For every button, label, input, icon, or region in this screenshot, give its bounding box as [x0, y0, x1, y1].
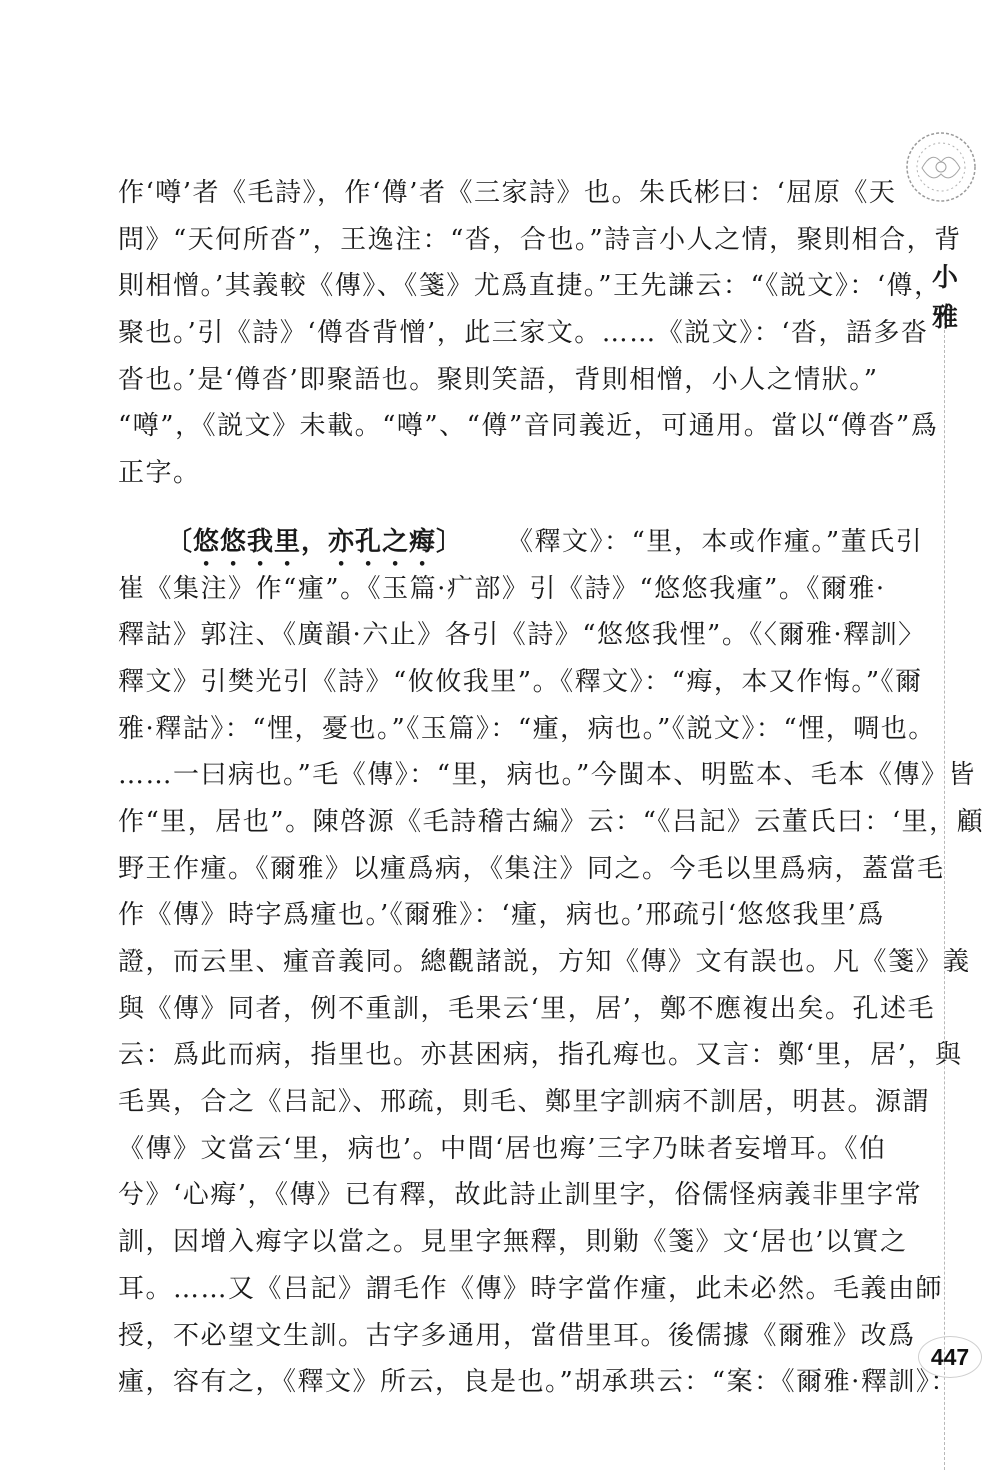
- text-line: 作‘噂’者《毛詩》，作‘僔’者《三家詩》也。朱氏彬曰：‘屈原《天: [118, 178, 897, 208]
- text-line: 毛異，合之《吕記》、邢疏，則毛、鄭里字訓病不訓居，明甚。源謂: [118, 1087, 931, 1118]
- text-line: 則相憎。’其義較《傳》、《箋》尤爲直捷。”王先謙云：“《説文》：‘僔，: [118, 271, 942, 302]
- page-number: 447: [918, 1336, 982, 1378]
- text-line: 云：爲此而病，指里也。亦甚困病，指孔痗也。又言：鄭‘里，居’，與: [118, 1040, 963, 1071]
- text-line: 《傳》文當云‘里，病也’。中間‘居也痗’三字乃昧者妄增耳。《伯: [118, 1133, 887, 1164]
- text-line: 兮》‘心痗’，《傳》已有釋，故此詩止訓里字，俗儒怪病義非里字常: [118, 1180, 923, 1211]
- heading-continuation: 《釋文》：“里，本或作瘇。”董氏引: [507, 526, 924, 557]
- section-label-char: 雅: [931, 303, 958, 333]
- text-line: 授，不必望文生訓。古字多通用，當借里耳。後儒據《爾雅》改爲: [118, 1320, 916, 1351]
- text-line: 作“里，居也”。陳啓源《毛詩稽古編》云：“《吕記》云董氏曰：‘里，顧: [118, 806, 985, 837]
- heading-bracket-open: 〔: [166, 526, 194, 557]
- text-line: 正字。: [118, 458, 201, 489]
- text-line: 崔《集注》作“瘇”。《玉篇·疒部》引《詩》“悠悠我瘇”。《爾雅·: [118, 573, 886, 604]
- text-line: 釋詁》郭注、《廣韻·六止》各引《詩》“悠悠我悝”。《〈爾雅·釋訓〉: [118, 620, 926, 651]
- heading-bracket-close: 〕: [436, 526, 464, 557]
- text-line: 野王作瘇。《爾雅》以瘇爲病，《集注》同之。今毛以里爲病，蓋當毛: [118, 853, 945, 884]
- entry-heading-line: [118, 519, 924, 566]
- text-line: 釋文》引樊光引《詩》“攸攸我里”。《釋文》：“痗，本又作悔。”《爾: [118, 666, 923, 697]
- text-line: 耳。……又《吕記》謂毛作《傳》時字當作瘇，此未必然。毛義由師: [118, 1273, 944, 1304]
- text-line: 雅·釋詁》：“悝，憂也。”《玉篇》：“瘇，病也。”《説文》：“悝，啁也。: [118, 713, 936, 744]
- text-line: 沓也。’是‘僔沓’即聚語也。聚則笑語，背則相憎，小人之情狀。”: [118, 364, 879, 395]
- side-divider: [944, 320, 945, 1470]
- text-line: 與《傳》同者，例不重訓，毛果云‘里，居’，鄭不應複出矣。孔述毛: [118, 993, 936, 1024]
- text-line: “噂”，《説文》未載。“噂”、“僔”音同義近，可通用。當以“僔沓”爲: [118, 411, 939, 442]
- text-line: 瘇，容有之，《釋文》所云，良是也。”胡承珙云：“案：《爾雅·釋訓》：: [118, 1367, 958, 1398]
- entry-heading: 悠悠我里，亦孔之痗: [193, 526, 437, 557]
- text-line: 聚也。’引《詩》‘僔沓背憎’，此三家文。……《説文》：‘沓，語多沓: [118, 318, 929, 349]
- text-line: ……一曰病也。”毛《傳》：“里，病也。”今閩本、明監本、毛本《傳》皆: [118, 760, 976, 791]
- text-line: 訓，因增入痗字以當之。見里字無釋，則勦《箋》文‘居也’以實之: [118, 1227, 908, 1258]
- text-line: 作《傳》時字爲瘇也。’《爾雅》：‘瘇，病也。’邢疏引‘悠悠我里’爲: [118, 900, 885, 931]
- decorative-seal-icon: [902, 128, 980, 206]
- text-line: 問》“天何所沓”，王逸注：“沓，合也。”詩言小人之情，聚則相合，背: [118, 224, 962, 255]
- section-label-char: 小: [931, 263, 958, 293]
- text-line: 證，而云里、瘇音義同。總觀諸説，方知《傳》文有誤也。凡《箋》義: [118, 947, 971, 977]
